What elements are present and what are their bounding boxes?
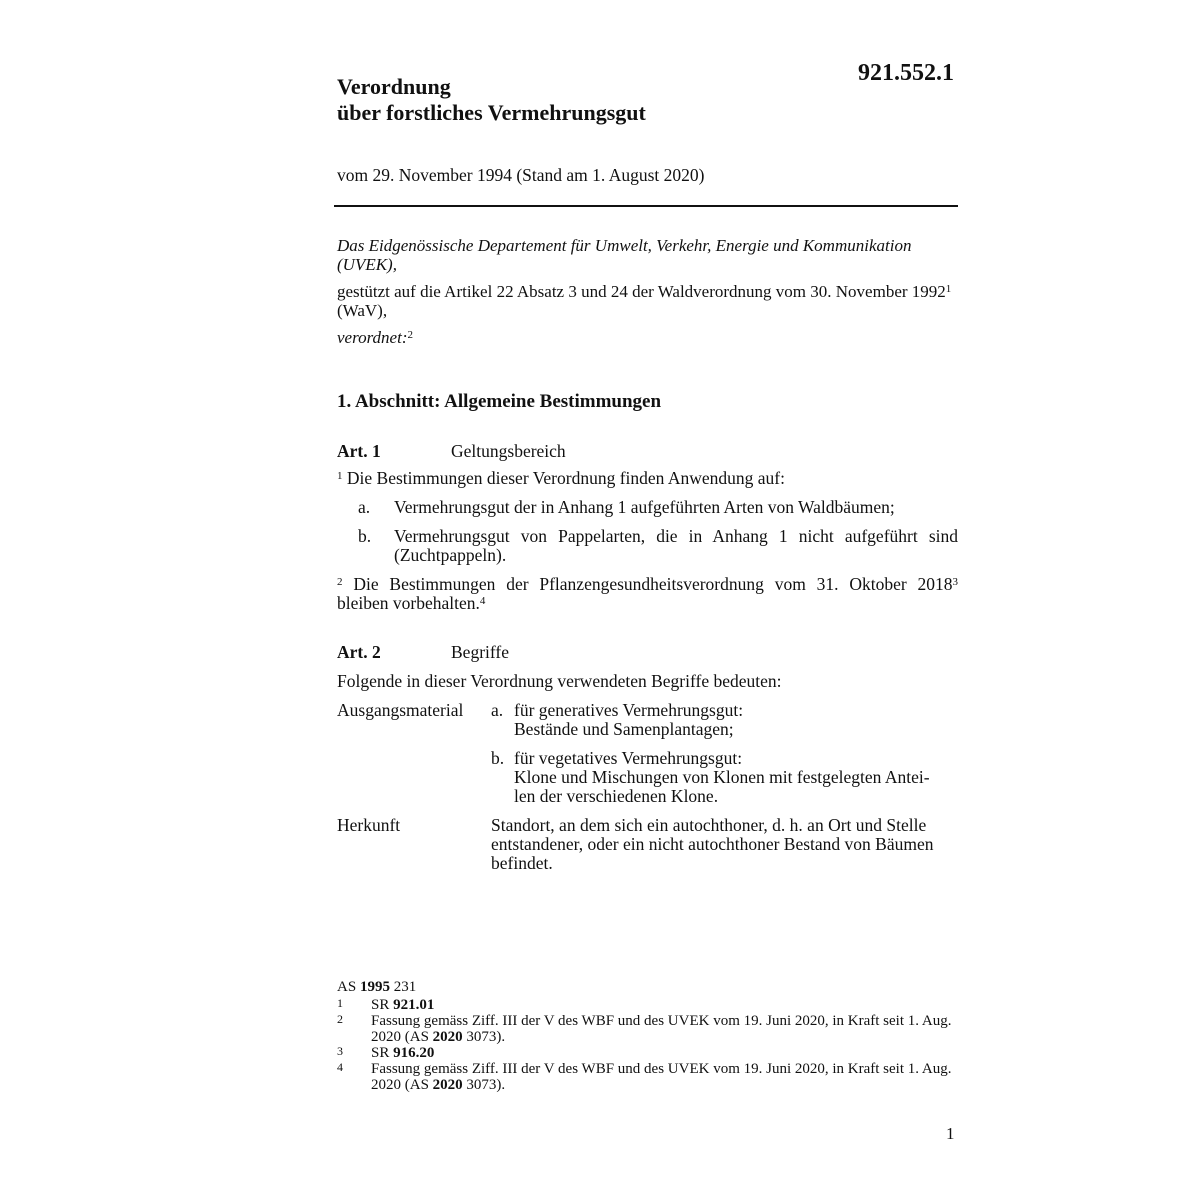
para-number-2: 2	[337, 576, 343, 588]
preamble-authority: Das Eidgenössische Departement für Umwelt, Verkehr, Energie und Kommunikation (UVEK),	[337, 236, 912, 274]
footnote-number: 3	[337, 1044, 343, 1058]
def-line: Bestände und Samenplantagen;	[514, 719, 734, 739]
art-1-para-1	[337, 469, 958, 488]
preamble-decrees-text: verordnet:	[337, 328, 408, 347]
footnote-text: SR	[371, 1045, 394, 1061]
date-line: vom 29. November 1994 (Stand am 1. August 2020)	[337, 165, 705, 185]
document-title	[337, 74, 646, 126]
footnote-ref-4[interactable]: 4	[479, 595, 486, 607]
art-1-para-2	[337, 575, 958, 613]
term-label: Herkunft	[337, 815, 401, 835]
preamble-decrees	[337, 328, 958, 347]
definition-a	[491, 701, 958, 739]
preamble	[337, 236, 958, 355]
art-1-para-1-text: Die Bestimmungen dieser Verordnung finden Anwendung auf:	[342, 468, 785, 488]
footnote-text: Fassung gemäss Ziff. III der V des WBF und des UVEK vom 19. Juni 2020, in Kraft seit 1. Aug. 2020 (AS	[371, 1013, 952, 1045]
term-definitions	[491, 701, 958, 806]
footnote-2	[337, 1013, 958, 1045]
art-2-heading	[337, 642, 509, 663]
art-1-para-2-text: Die Bestimmungen der Pflanzengesundheitsverordnung vom 31. Oktober 2018	[342, 574, 953, 594]
term-definition: Standort, an dem sich ein autochthoner, d. h. an Ort und Stelle entstandener, oder ein nicht autochthoner Bestand von Bäumen befindet.	[491, 815, 934, 873]
footnote-text: SR	[371, 997, 394, 1013]
definition-row-ausgangsmaterial	[337, 701, 958, 806]
item-text: Vermehrungsgut von Pappelarten, die in Anhang 1 nicht aufgeführt sind (Zuchtpappeln).	[394, 526, 958, 565]
footnote-ref-1[interactable]: 1	[945, 283, 952, 295]
footnote-bold: 2020	[432, 1077, 463, 1093]
para-number-1: 1	[337, 470, 343, 482]
title-line-1: Verordnung	[337, 74, 451, 99]
footnotes	[337, 979, 958, 1093]
footnote-number: 1	[337, 996, 343, 1010]
footnote-ref-3[interactable]: 3	[952, 576, 958, 588]
art-1-item-a	[337, 498, 958, 517]
as-prefix: AS	[337, 979, 360, 995]
art-1-heading	[337, 441, 566, 462]
definition-b	[491, 749, 958, 806]
footnote-ref-2[interactable]: 2	[407, 329, 413, 341]
footnote-4	[337, 1061, 958, 1093]
term-label: Ausgangsmaterial	[337, 700, 464, 720]
art-2-intro: Folgende in dieser Verordnung verwendeten Begriffe bedeuten:	[337, 671, 782, 691]
art-1-number: Art. 1	[337, 441, 381, 461]
footnote-number: 2	[337, 1012, 343, 1026]
footnote-text: Fassung gemäss Ziff. III der V des WBF und des UVEK vom 19. Juni 2020, in Kraft seit 1. Aug. 2020 (AS	[371, 1061, 952, 1093]
footnote-bold: 916.20	[393, 1045, 435, 1061]
as-reference	[337, 979, 958, 995]
as-page: 231	[389, 979, 417, 995]
item-letter: a.	[358, 497, 371, 517]
footnote-3	[337, 1045, 958, 1061]
def-line: für vegetatives Vermehrungsgut:	[514, 748, 743, 768]
art-1-body	[337, 469, 958, 613]
art-2-body	[337, 672, 958, 883]
sr-number: 921.552.1	[858, 60, 954, 86]
title-rule	[334, 205, 958, 207]
art-1-title: Geltungsbereich	[451, 441, 566, 461]
footnote-suffix: 3073).	[462, 1077, 506, 1093]
footnote-bold: 2020	[432, 1029, 463, 1045]
as-year: 1995	[359, 979, 390, 995]
def-letter: a.	[491, 700, 504, 720]
item-letter: b.	[358, 526, 372, 546]
title-line-2: über forstliches Vermehrungsgut	[337, 100, 646, 125]
footnote-suffix: 3073).	[462, 1029, 506, 1045]
item-text: Vermehrungsgut der in Anhang 1 aufgeführten Arten von Waldbäumen;	[394, 497, 895, 517]
preamble-basis	[337, 282, 958, 320]
footnote-bold: 921.01	[393, 997, 435, 1013]
footnote-1	[337, 997, 958, 1013]
def-line: für generatives Vermehrungsgut:	[514, 700, 744, 720]
art-2-title: Begriffe	[451, 642, 509, 662]
section-1-heading: 1. Abschnitt: Allgemeine Bestimmungen	[337, 391, 662, 412]
def-line: Klone und Mischungen von Klonen mit festgelegten Antei-	[514, 767, 930, 787]
footnote-number: 4	[337, 1060, 343, 1074]
preamble-basis-tail: (WaV),	[337, 301, 388, 320]
preamble-basis-text: gestützt auf die Artikel 22 Absatz 3 und 24 der Waldverordnung vom 30. November 1992	[337, 282, 946, 301]
page-number: 1	[946, 1124, 955, 1143]
def-letter: b.	[491, 748, 505, 768]
art-1-item-b	[337, 527, 958, 565]
definition-row-herkunft	[337, 816, 958, 873]
def-line: len der verschiedenen Klone.	[514, 786, 719, 806]
art-1-para-2-tail: bleiben vorbehalten.	[337, 593, 480, 613]
art-2-number: Art. 2	[337, 642, 381, 662]
